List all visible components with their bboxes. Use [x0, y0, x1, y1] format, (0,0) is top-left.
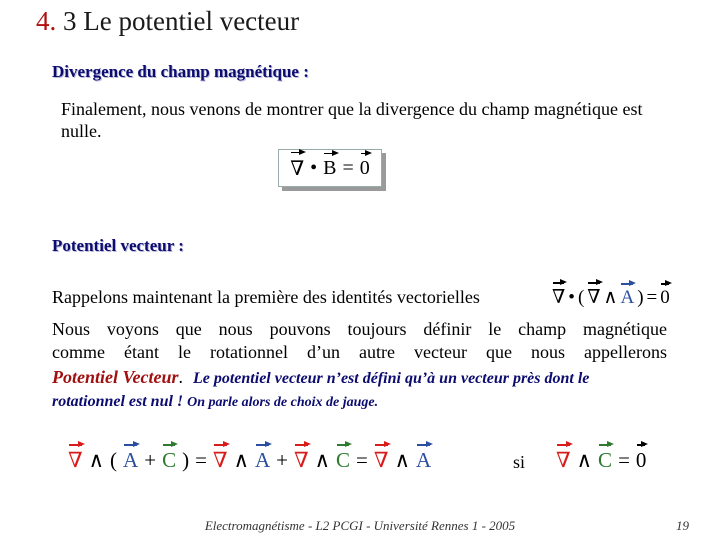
wedge-operator: ∧ — [394, 448, 410, 472]
wedge-operator: ∧ — [233, 448, 249, 472]
close-paren: ) — [182, 448, 190, 472]
nabla-symbol: ∇ — [68, 448, 83, 472]
nabla-symbol: ∇ — [552, 287, 566, 308]
si-text: si — [513, 452, 526, 472]
wedge-operator: ∧ — [314, 448, 331, 472]
equals-sign: = — [195, 448, 207, 472]
dot-operator: • — [568, 287, 575, 308]
close-paren: ) — [637, 287, 644, 308]
period: . — [178, 367, 183, 387]
choix-de-jauge-text: On parle alors de choix de jauge. — [187, 395, 379, 410]
nabla-symbol: ∇ — [212, 448, 228, 472]
potentiel-line — [52, 367, 589, 388]
wedge-operator: ∧ — [603, 287, 618, 308]
divergence-text: Finalement, nous venons de montrer que la divergence du champ magnétique est nulle. — [61, 99, 643, 141]
curl-c-zero-equation — [556, 448, 646, 473]
rotationnel-nul-text: rotationnel est nul ! — [52, 393, 184, 410]
gauge-equation — [68, 448, 431, 473]
vector-b: B — [323, 156, 337, 179]
section-heading-potentiel: Potentiel vecteur : — [52, 236, 184, 255]
page-title — [36, 6, 299, 37]
vector-a: A — [620, 287, 635, 308]
identity-intro-text: Rappelons maintenant la première des identités vectorielles — [52, 287, 480, 307]
title-text: 3 Le potentiel vecteur — [63, 6, 300, 36]
vector-a: A — [254, 448, 271, 472]
plus-sign: + — [144, 448, 157, 472]
vector-a: A — [123, 448, 139, 472]
equals-sign: = — [618, 448, 630, 472]
vector-identity-equation — [552, 286, 670, 309]
equals-sign: = — [646, 287, 658, 308]
equals-sign: = — [342, 156, 354, 179]
divergence-equation-box — [278, 149, 382, 187]
vector-a: A — [415, 448, 432, 472]
footer-text: Electromagnétisme - L2 PCGI - Université Rennes 1 - 2005 — [204, 518, 516, 533]
plus-sign: + — [276, 448, 288, 472]
wedge-operator: ∧ — [576, 448, 593, 472]
nabla-symbol: ∇ — [293, 448, 309, 472]
jauge-note-line-1: Le potentiel vecteur n’est défini qu’à un vecteur près dont le — [192, 370, 590, 387]
jauge-note-line-2 — [52, 393, 378, 411]
wedge-operator: ∧ — [88, 448, 105, 472]
title-number: 4. — [36, 6, 57, 36]
page-number: 19 — [676, 518, 689, 533]
nabla-symbol: ∇ — [556, 448, 571, 472]
vector-c: C — [336, 448, 351, 472]
paragraph-line-1: Nous voyons que nous pouvons toujours définir le champ magnétique — [52, 319, 667, 339]
vector-c: C — [598, 448, 613, 472]
equals-sign: = — [356, 448, 368, 472]
nabla-symbol: ∇ — [290, 157, 305, 180]
zero-vector: 0 — [660, 287, 670, 308]
zero-vector: 0 — [635, 448, 647, 472]
open-paren: ( — [110, 448, 118, 472]
potentiel-vecteur-term: Potentiel Vecteur — [52, 367, 179, 387]
paragraph-line-2: comme étant le rotationnel d’un autre vecteur que nous appellerons — [52, 342, 667, 362]
zero-vector: 0 — [359, 156, 370, 179]
dot-operator: • — [310, 156, 318, 179]
nabla-symbol: ∇ — [373, 448, 389, 472]
nabla-symbol: ∇ — [587, 287, 601, 308]
section-heading-divergence: Divergence du champ magnétique : — [52, 62, 309, 81]
vector-c: C — [162, 448, 177, 472]
open-paren: ( — [577, 287, 585, 308]
